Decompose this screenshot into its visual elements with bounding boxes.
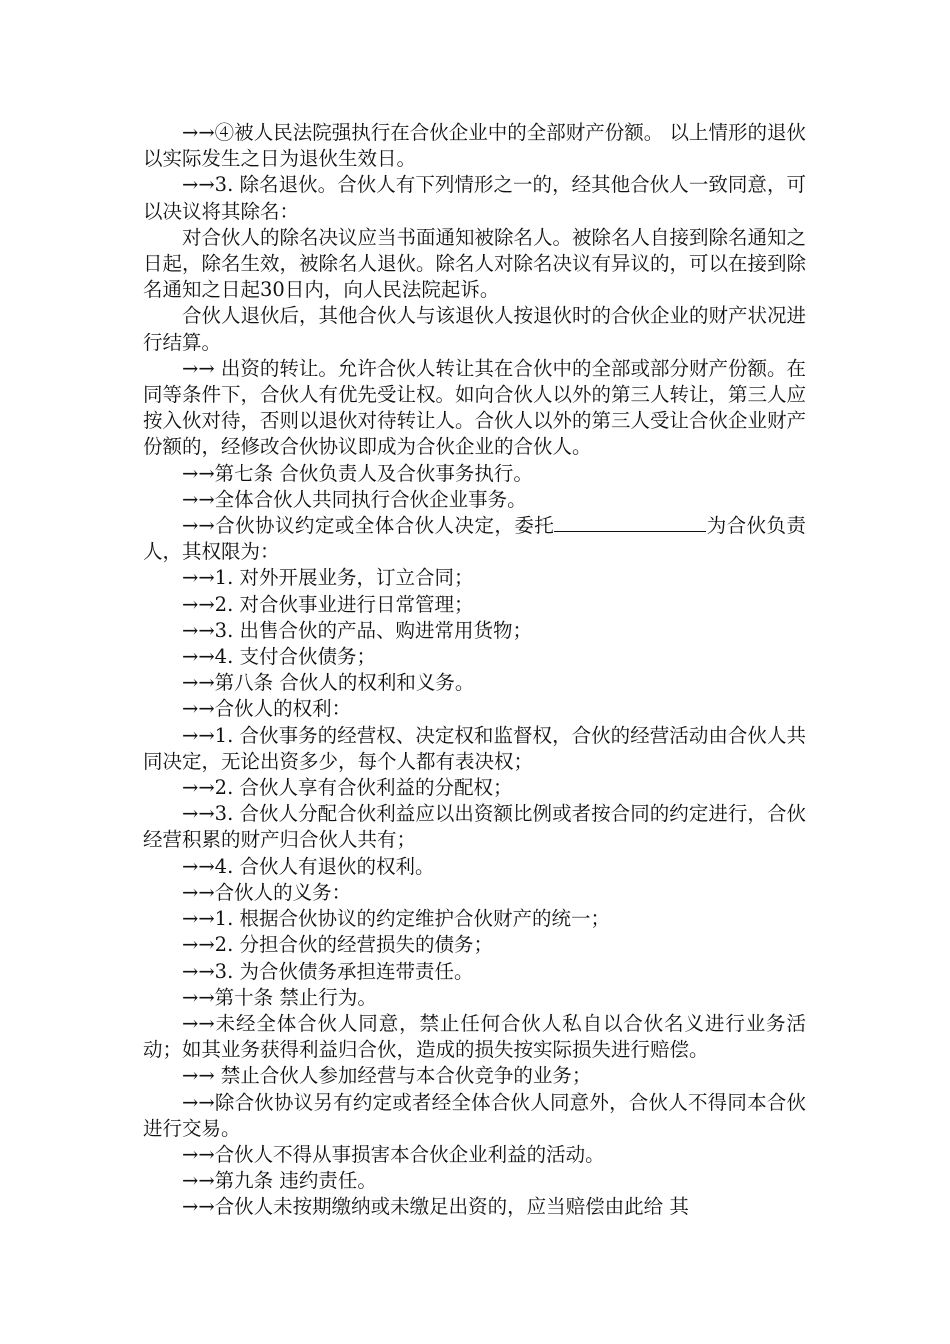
paragraph-25: →→ 禁止合伙人参加经营与本合伙竞争的业务； [182, 1064, 592, 1088]
paragraph-19: →→合伙人的义务： [182, 880, 352, 904]
paragraph-17: →→3. 合伙人分配合伙利益应以出资额比例或者按合同的约定进行，合伙经营积累的财产归合伙人共有； [143, 802, 806, 852]
paragraph-15: →→1. 合伙事务的经营权、决定权和监督权，合伙的经营活动由合伙人共同决定，无论出资多少，每个人都有表决权； [143, 723, 806, 773]
delegation-text-before: →→合伙协议约定或全体合伙人决定，委托 [182, 514, 555, 538]
fill-in-blank [554, 513, 706, 532]
paragraph-4: 合伙人退伙后，其他合伙人与该退伙人按退伙时的合伙企业的财产状况进行结算。 [143, 304, 807, 354]
paragraph-29: →→合伙人未按期缴纳或未缴足出资的，应当赔偿由此给 其 [182, 1195, 689, 1219]
paragraph-13: →→第八条 合伙人的权利和义务。 [182, 671, 475, 695]
paragraph-28: →→第九条 违约责任。 [182, 1169, 377, 1193]
paragraph-1: →→④被人民法院强执行在合伙企业中的全部财产份额。 以上情形的退伙以实际发生之日为退伙生效日。 [143, 121, 806, 171]
paragraph-3: 对合伙人的除名决议应当书面通知被除名人。被除名人自接到除名通知之日起，除名生效，被除名人退伙。除名人对除名决议有异议的，可以在接到除名通知之日起30日内，向人民法院起诉。 [143, 225, 807, 302]
paragraph-21: →→2. 分担合伙的经营损失的债务； [182, 933, 493, 957]
paragraph-20: →→1. 根据合伙协议的约定维护合伙财产的统一； [182, 907, 610, 931]
paragraph-7: →→全体合伙人共同执行合伙企业事务。 [182, 487, 527, 511]
paragraph-2: →→3. 除名退伙。合伙人有下列情形之一的，经其他合伙人一致同意，可以决议将其除名： [143, 173, 806, 223]
paragraph-10: →→2. 对合伙事业进行日常管理； [182, 592, 474, 616]
paragraph-26: →→除合伙协议另有约定或者经全体合伙人同意外，合伙人不得同本合伙进行交易。 [143, 1090, 806, 1140]
paragraph-22: →→3. 为合伙债务承担连带责任。 [182, 959, 474, 983]
paragraph-14: →→合伙人的权利： [182, 697, 352, 721]
paragraph-9: →→1. 对外开展业务，订立合同； [182, 566, 474, 590]
document-body [143, 120, 806, 1221]
paragraph-27: →→合伙人不得从事损害本合伙企业利益的活动。 [182, 1142, 605, 1166]
paragraph-16: →→2. 合伙人享有合伙利益的分配权； [182, 776, 513, 800]
paragraph-12: →→4. 支付合伙债务； [182, 645, 376, 669]
paragraph-11: →→3. 出售合伙的产品、购进常用货物； [182, 618, 532, 642]
paragraph-23: →→第十条 禁止行为。 [182, 985, 377, 1009]
paragraph-24: →→未经全体合伙人同意，禁止任何合伙人私自以合伙名义进行业务活动；如其业务获得利益归合伙，造成的损失按实际损失进行赔偿。 [143, 1011, 806, 1062]
paragraph-6: →→第七条 合伙负责人及合伙事务执行。 [182, 461, 533, 485]
delegation-text-after: 为合伙负责人，其权限为： [143, 514, 806, 564]
paragraph-18: →→4. 合伙人有退伙的权利。 [182, 854, 435, 878]
paragraph-8-delegation [143, 513, 806, 565]
paragraph-5: →→ 出资的转让。允许合伙人转让其在合伙中的全部或部分财产份额。在同等条件下，合伙人有优先受让权。如向合伙人以外的第三人转让，第三人应按入伙对待，否则以退伙对待转让人。合伙人以外的第三人受让合伙企业财产份额的，经修改合伙协议即成为合伙企业的合伙人。 [143, 356, 807, 459]
